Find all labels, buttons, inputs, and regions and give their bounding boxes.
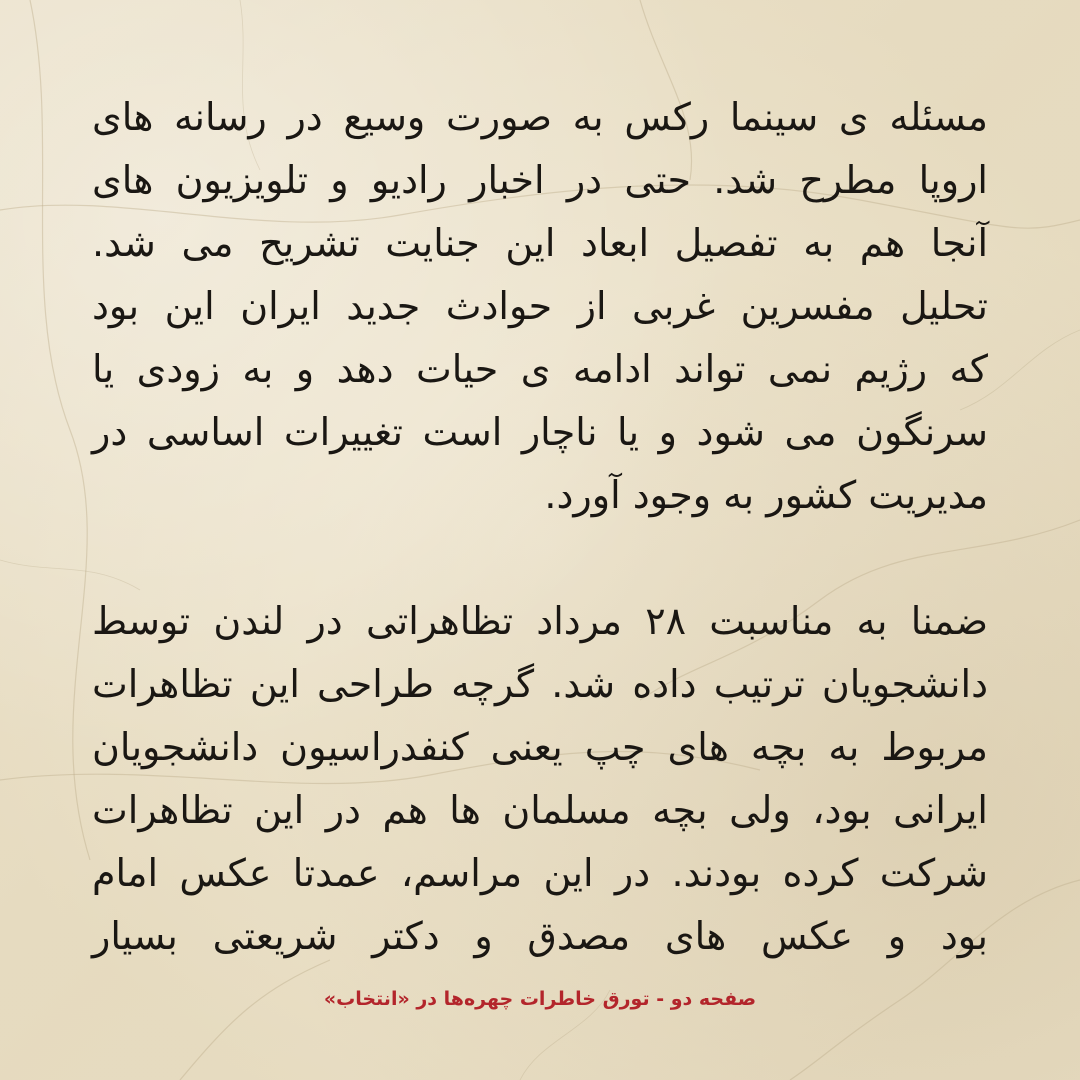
page-footer: صفحه دو - تورق خاطرات چهره‌ها در «انتخاب» (323, 988, 757, 1010)
text-line: مسئله ی سینما رکس به صورت وسیع در رسانه های (92, 95, 988, 139)
text-line: سرنگون می شود و یا ناچار است تغییرات اساسی در (92, 410, 988, 454)
paragraph-2 (92, 590, 988, 968)
text-line: مربوط به بچه های چپ یعنی کنفدراسیون دانشجویان (92, 725, 988, 769)
text-line: شرکت کرده بودند. در این مراسم، عمدتا عکس امام (92, 851, 988, 895)
text-line: بود و عکس های مصدق و دکتر شریعتی بسیار (92, 914, 988, 958)
text-line: تحلیل مفسرین غربی از حوادث جدید ایران این بود (92, 284, 988, 328)
text-line: آنجا هم به تفصیل ابعاد این جنایت تشریح می شد. (92, 221, 988, 265)
paragraph-1 (92, 86, 988, 527)
text-line: اروپا مطرح شد. حتی در اخبار رادیو و تلویزیون های (92, 158, 988, 202)
text-line: ایرانی بود، ولی بچه مسلمان ها هم در این تظاهرات (92, 788, 988, 832)
text-line: که رژیم نمی تواند ادامه ی حیات دهد و به زودی یا (92, 347, 988, 391)
text-line: ضمنا به مناسبت ۲۸ مرداد تظاهراتی در لندن توسط (92, 599, 988, 643)
paragraph-gap (92, 527, 988, 590)
article-body (92, 86, 988, 968)
text-line: دانشجویان ترتیب داده شد. گرچه طراحی این تظاهرات (92, 662, 988, 706)
text-line: مدیریت کشور به وجود آورد. (544, 473, 988, 517)
